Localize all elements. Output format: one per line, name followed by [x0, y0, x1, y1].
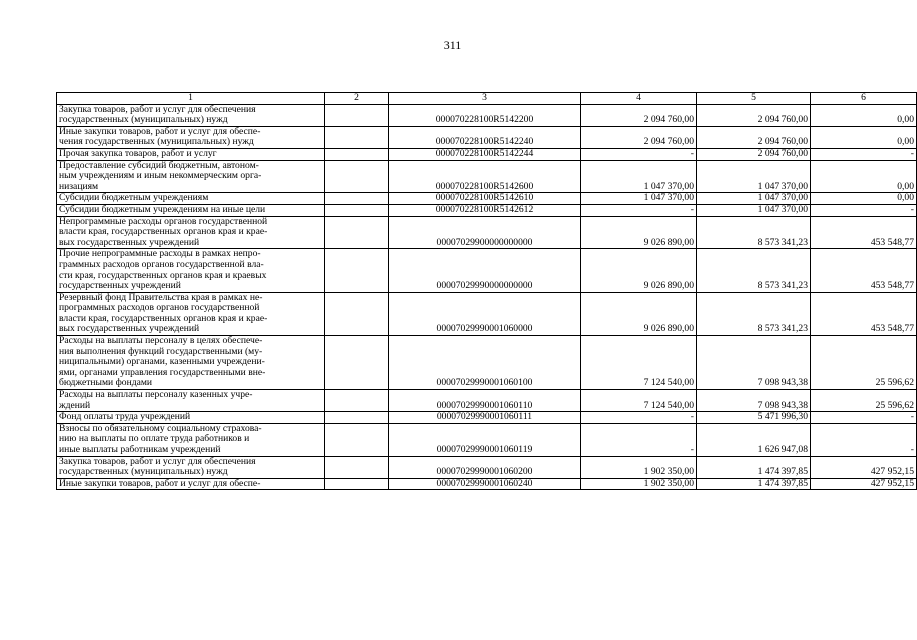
column-header: 5 — [697, 93, 811, 105]
row-description: Закупка товаров, работ и услуг для обеспечения государственных (муниципальных) нужд — [57, 104, 325, 126]
row-column-2 — [325, 193, 389, 205]
row-description: Субсидии бюджетным учреждениям на иные цели — [57, 204, 325, 216]
row-column-2 — [325, 104, 389, 126]
row-description: Иные закупки товаров, работ и услуг для обеспе- чения государственных (муниципальных) нужд — [57, 126, 325, 148]
row-description: Иные закупки товаров, работ и услуг для обеспе- — [57, 478, 325, 490]
row-budget-code: 00007029990001060119 — [389, 423, 581, 456]
row-column-2 — [325, 249, 389, 292]
row-budget-code: 000070228100R5142240 — [389, 126, 581, 148]
table-row — [57, 204, 917, 216]
page-number: 311 — [443, 38, 462, 52]
table-row — [57, 336, 917, 390]
row-amount-remaining: 453 548,77 — [811, 292, 917, 335]
table-header-row — [57, 93, 917, 105]
row-amount-executed: 2 094 760,00 — [697, 104, 811, 126]
row-amount-planned: 7 124 540,00 — [581, 336, 697, 390]
row-amount-planned: 9 026 890,00 — [581, 249, 697, 292]
row-amount-remaining: 453 548,77 — [811, 216, 917, 249]
table-row — [57, 412, 917, 424]
row-budget-code: 00007029990001060200 — [389, 456, 581, 478]
table-row — [57, 216, 917, 249]
budget-table — [56, 92, 917, 490]
row-amount-planned: - — [581, 204, 697, 216]
row-amount-remaining: - — [811, 148, 917, 160]
row-amount-planned: 2 094 760,00 — [581, 126, 697, 148]
row-description: Резервный фонд Правительства края в рамках не- программных расходов органов государственной власти края, государственных органов края и крае- вых государственных учреждений — [57, 292, 325, 335]
table-row — [57, 104, 917, 126]
row-description: Предоставление субсидий бюджетным, автоном- ным учреждениям и иным некоммерческим орга- низациям — [57, 160, 325, 193]
row-budget-code: 000070228100R5142200 — [389, 104, 581, 126]
row-budget-code: 000070228100R5142612 — [389, 204, 581, 216]
row-column-2 — [325, 423, 389, 456]
row-budget-code: 000070228100R5142600 — [389, 160, 581, 193]
row-amount-executed: 5 471 996,30 — [697, 412, 811, 424]
row-column-2 — [325, 204, 389, 216]
row-amount-executed: 8 573 341,23 — [697, 292, 811, 335]
row-amount-executed: 7 098 943,38 — [697, 390, 811, 412]
row-amount-planned: - — [581, 412, 697, 424]
row-amount-remaining: 0,00 — [811, 160, 917, 193]
table-row — [57, 390, 917, 412]
row-column-2 — [325, 216, 389, 249]
column-header: 4 — [581, 93, 697, 105]
row-amount-remaining: - — [811, 423, 917, 456]
row-amount-remaining: 25 596,62 — [811, 336, 917, 390]
row-description: Закупка товаров, работ и услуг для обеспечения государственных (муниципальных) нужд — [57, 456, 325, 478]
row-amount-planned: 1 047 370,00 — [581, 193, 697, 205]
row-column-2 — [325, 412, 389, 424]
row-amount-executed: 1 626 947,08 — [697, 423, 811, 456]
row-budget-code: 00007029990001060100 — [389, 336, 581, 390]
row-budget-code: 00007029990001060000 — [389, 292, 581, 335]
row-amount-remaining: - — [811, 412, 917, 424]
row-amount-planned: 7 124 540,00 — [581, 390, 697, 412]
row-amount-remaining: 0,00 — [811, 104, 917, 126]
row-budget-code: 00007029990001060240 — [389, 478, 581, 490]
row-amount-planned: 9 026 890,00 — [581, 292, 697, 335]
row-amount-remaining: 25 596,62 — [811, 390, 917, 412]
table-row — [57, 456, 917, 478]
row-column-2 — [325, 456, 389, 478]
row-amount-executed: 2 094 760,00 — [697, 126, 811, 148]
row-amount-remaining: 427 952,15 — [811, 478, 917, 490]
row-amount-remaining: 0,00 — [811, 193, 917, 205]
row-column-2 — [325, 126, 389, 148]
row-amount-planned: - — [581, 423, 697, 456]
row-amount-remaining: - — [811, 204, 917, 216]
table-row — [57, 160, 917, 193]
row-description: Расходы на выплаты персоналу в целях обеспече- ния выполнения функций государственными (му- ниципальными) органами, казенными учреждени- ями, органами управления государственными вне- бюджетными фондами — [57, 336, 325, 390]
table-row — [57, 126, 917, 148]
row-amount-executed: 1 474 397,85 — [697, 456, 811, 478]
column-header: 1 — [57, 93, 325, 105]
row-amount-executed: 2 094 760,00 — [697, 148, 811, 160]
row-amount-planned: 9 026 890,00 — [581, 216, 697, 249]
row-budget-code: 00007029990001060111 — [389, 412, 581, 424]
column-header: 6 — [811, 93, 917, 105]
row-amount-executed: 7 098 943,38 — [697, 336, 811, 390]
row-budget-code: 000070228100R5142244 — [389, 148, 581, 160]
row-amount-planned: - — [581, 148, 697, 160]
column-header: 3 — [389, 93, 581, 105]
row-amount-remaining: 453 548,77 — [811, 249, 917, 292]
row-description: Расходы на выплаты персоналу казенных учре- ждений — [57, 390, 325, 412]
table-row — [57, 249, 917, 292]
row-amount-planned: 2 094 760,00 — [581, 104, 697, 126]
row-budget-code: 00007029990001060110 — [389, 390, 581, 412]
row-budget-code: 00007029990000000000 — [389, 249, 581, 292]
column-header: 2 — [325, 93, 389, 105]
row-amount-executed: 1 047 370,00 — [697, 160, 811, 193]
row-amount-remaining: 0,00 — [811, 126, 917, 148]
row-description: Субсидии бюджетным учреждениям — [57, 193, 325, 205]
row-column-2 — [325, 148, 389, 160]
row-column-2 — [325, 390, 389, 412]
row-amount-executed: 1 047 370,00 — [697, 204, 811, 216]
row-description: Фонд оплаты труда учреждений — [57, 412, 325, 424]
row-column-2 — [325, 160, 389, 193]
row-column-2 — [325, 336, 389, 390]
row-amount-planned: 1 047 370,00 — [581, 160, 697, 193]
row-amount-planned: 1 902 350,00 — [581, 478, 697, 490]
row-amount-remaining: 427 952,15 — [811, 456, 917, 478]
row-description: Прочая закупка товаров, работ и услуг — [57, 148, 325, 160]
row-column-2 — [325, 478, 389, 490]
row-budget-code: 000070228100R5142610 — [389, 193, 581, 205]
row-amount-planned: 1 902 350,00 — [581, 456, 697, 478]
row-amount-executed: 1 474 397,85 — [697, 478, 811, 490]
row-amount-executed: 1 047 370,00 — [697, 193, 811, 205]
table-row — [57, 193, 917, 205]
row-amount-executed: 8 573 341,23 — [697, 216, 811, 249]
row-description: Взносы по обязательному социальному страхова- нию на выплаты по оплате труда работников и иные выплаты работникам учреждений — [57, 423, 325, 456]
table-row — [57, 292, 917, 335]
row-budget-code: 00007029900000000000 — [389, 216, 581, 249]
row-description: Прочие непрограммные расходы в рамках непро- граммных расходов органов государственной вла- сти края, государственных органов края и краевых государственных учреждений — [57, 249, 325, 292]
row-description: Непрограммные расходы органов государственной власти края, государственных органов края и крае- вых государственных учреждений — [57, 216, 325, 249]
row-column-2 — [325, 292, 389, 335]
table-row — [57, 148, 917, 160]
row-amount-executed: 8 573 341,23 — [697, 249, 811, 292]
table-row — [57, 478, 917, 490]
table-row — [57, 423, 917, 456]
